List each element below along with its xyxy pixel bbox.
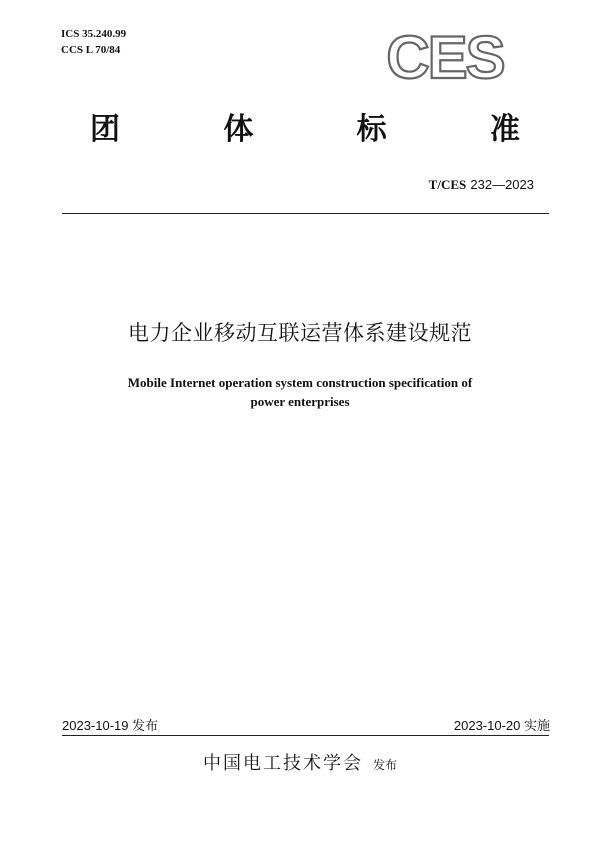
title-english-line-2: power enterprises [250,394,350,409]
publish-date: 2023-10-19 发布 [62,718,159,733]
publisher-action: 发布 [372,758,397,772]
standard-prefix: T/CES [428,177,467,192]
standard-code: 232—2023 [470,177,534,192]
publisher [0,749,600,775]
standard-category [90,104,520,148]
category-char-2: 体 [223,112,254,147]
title-chinese: 电力企业移动互联运营体系建设规范 [128,321,472,345]
category-char-4: 准 [489,112,520,147]
top-divider [62,213,549,214]
ccs-code: CCS L 70/84 [61,44,121,56]
category-char-1: 团 [90,112,120,147]
ces-logo [380,26,510,88]
title-english-line-1: Mobile Internet operation system construction specification of [127,375,473,390]
title-english [60,373,540,411]
ics-code: ICS 35.240.99 [61,28,127,40]
bottom-divider [62,735,549,736]
category-char-3: 标 [356,112,387,147]
standard-number [429,176,534,195]
publisher-name: 中国电工技术学会 [202,753,363,774]
ces-logo-text: CES [386,26,504,88]
implement-date: 2023-10-20 实施 [453,718,550,733]
